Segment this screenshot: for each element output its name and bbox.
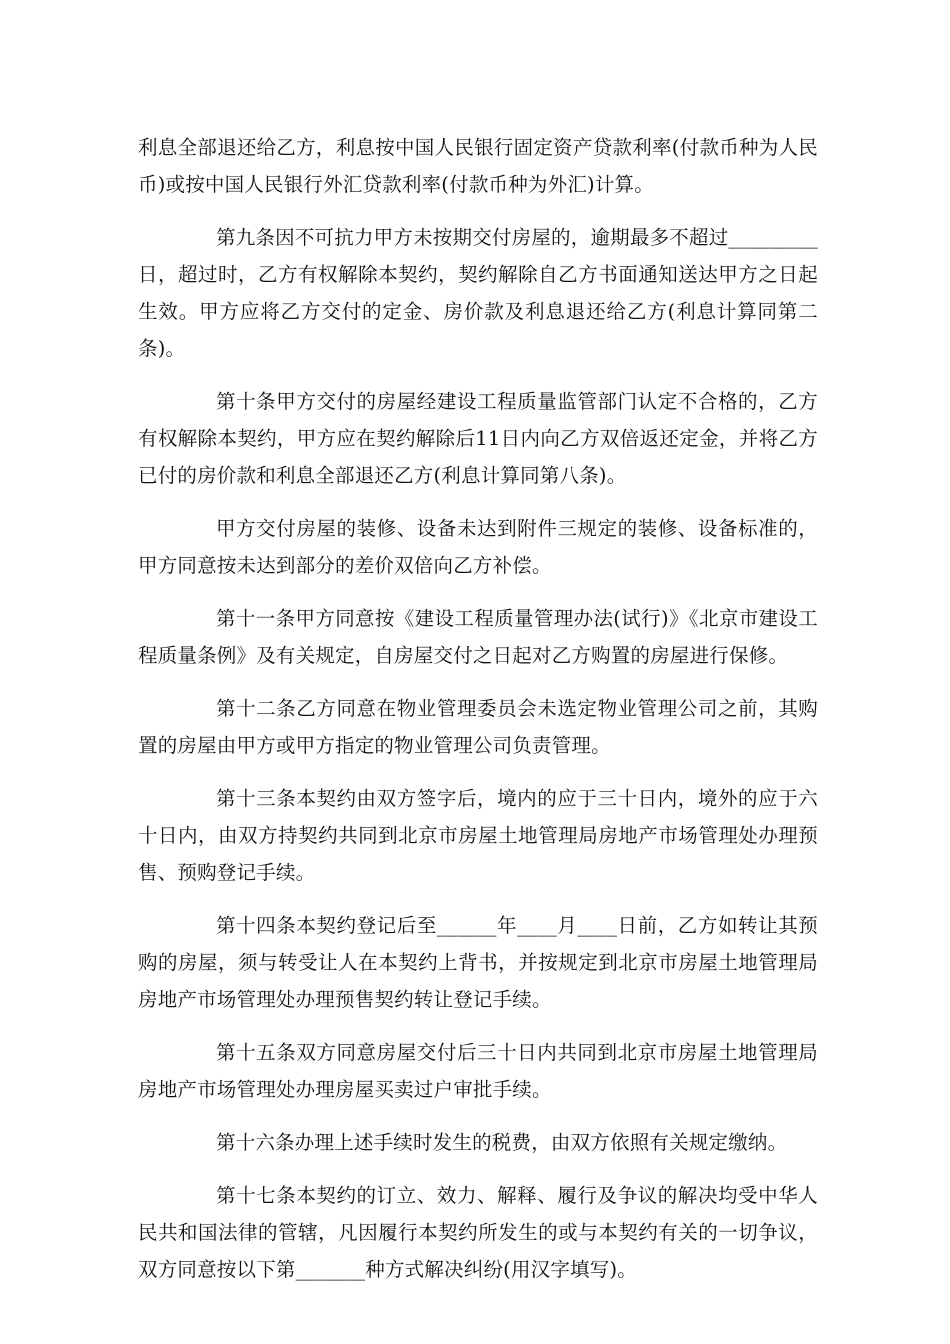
paragraph-article-12: 第十二条乙方同意在物业管理委员会未选定物业管理公司之前，其购置的房屋由甲方或甲方指定的物业管理公司负责管理。 [138, 697, 818, 757]
paragraph-article-16: 第十六条办理上述手续时发生的税费，由双方依照有关规定缴纳。 [216, 1131, 788, 1154]
paragraph-decoration-compensation: 甲方交付房屋的装修、设备未达到附件三规定的装修、设备标准的，甲方同意按未达到部分的差价双倍向乙方补偿。 [138, 517, 818, 577]
paragraph-article-10: 第十条甲方交付的房屋经建设工程质量监管部门认定不合格的，乙方有权解除本契约，甲方应在契约解除后11日内向乙方双倍返还定金，并将乙方已付的房价款和利息全部退还乙方(利息计算同第八条)。 [138, 390, 818, 487]
paragraph-article-13: 第十三条本契约由双方签字后，境内的应于三十日内，境外的应于六十日内，由双方持契约共同到北京市房屋土地管理局房地产市场管理处办理预售、预购登记手续。 [138, 787, 818, 884]
paragraph-article-14: 第十四条本契约登记后至______年____月____日前，乙方如转让其预购的房屋，须与转受让人在本契约上背书，并按规定到北京市房屋土地管理局房地产市场管理处办理预售契约转让登记手续。 [138, 914, 818, 1011]
document-body [138, 129, 818, 1304]
paragraph-article-11: 第十一条甲方同意按《建设工程质量管理办法(试行)》《北京市建设工程质量条例》及有关规定，自房屋交付之日起对乙方购置的房屋进行保修。 [138, 607, 818, 667]
paragraph-interest-continuation: 利息全部退还给乙方，利息按中国人民银行固定资产贷款利率(付款币种为人民币)或按中国人民银行外汇贷款利率(付款币种为外汇)计算。 [138, 136, 818, 196]
paragraph-article-15: 第十五条双方同意房屋交付后三十日内共同到北京市房屋土地管理局房地产市场管理处办理房屋买卖过户审批手续。 [138, 1041, 818, 1101]
paragraph-article-9: 第九条因不可抗力甲方未按期交付房屋的，逾期最多不超过_________日，超过时，乙方有权解除本契约，契约解除自乙方书面通知送达甲方之日起生效。甲方应将乙方交付的定金、房价款及利息退还给乙方(利息计算同第二条)。 [138, 226, 818, 360]
paragraph-article-17: 第十七条本契约的订立、效力、解释、履行及争议的解决均受中华人民共和国法律的管辖，凡因履行本契约所发生的或与本契约有关的一切争议，双方同意按以下第_______种方式解决纠纷(用汉字填写)。 [138, 1184, 818, 1281]
